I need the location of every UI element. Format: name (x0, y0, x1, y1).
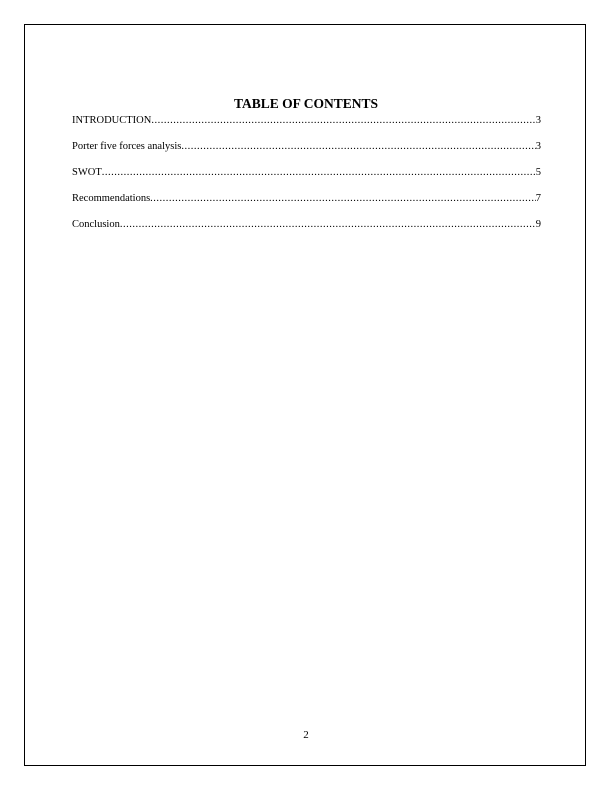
toc-entry-page-number: 5 (535, 167, 541, 178)
toc-dot-leader (181, 140, 535, 154)
toc-entry-recommendations[interactable] (72, 192, 541, 206)
toc-entry-conclusion[interactable] (72, 218, 541, 232)
toc-entry-introduction[interactable] (72, 114, 541, 128)
toc-dot-leader (102, 166, 536, 180)
toc-entry-label: Recommendations (72, 193, 151, 204)
toc-title: TABLE OF CONTENTS (233, 96, 379, 111)
toc-entry-page-number: 7 (535, 193, 541, 204)
toc-dot-leader (150, 192, 536, 206)
toc-entry-label: Conclusion (72, 219, 120, 230)
toc-entry-label: INTRODUCTION (72, 115, 152, 126)
toc-entry-page-number: 3 (535, 115, 541, 126)
page-number: 2 (303, 729, 309, 741)
toc-dot-leader (120, 218, 536, 232)
toc-entry-page-number: 3 (535, 141, 541, 152)
toc-list (72, 114, 541, 244)
toc-entry-page-number: 9 (535, 219, 541, 230)
toc-entry-swot[interactable] (72, 166, 541, 180)
toc-entry-label: Porter five forces analysis (72, 141, 182, 152)
toc-entry-porter-five-forces[interactable] (72, 140, 541, 154)
toc-entry-label: SWOT (72, 167, 102, 178)
toc-dot-leader (151, 114, 535, 128)
